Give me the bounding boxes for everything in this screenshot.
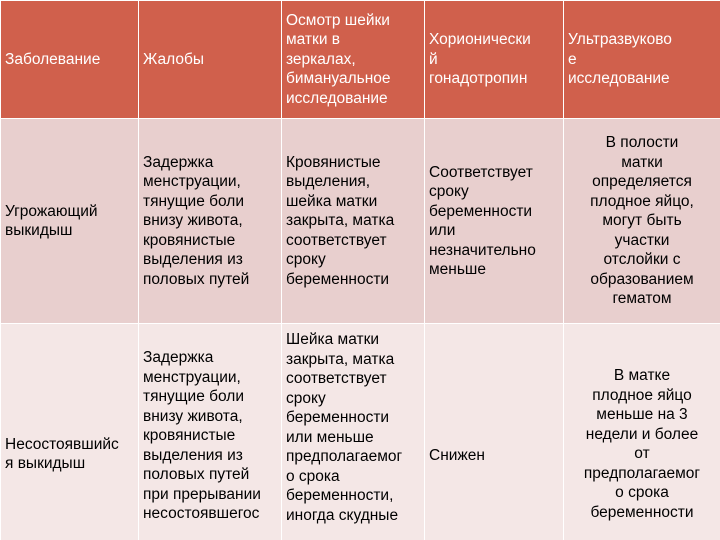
header-complaints: Жалобы bbox=[139, 1, 282, 119]
table-cell-exam: Кровянистые выделения, шейка матки закрыта, матка соответствует сроку беременности bbox=[282, 119, 425, 324]
table-row bbox=[1, 324, 720, 540]
header-ultrasound: Ультразвуково е исследование bbox=[564, 1, 720, 119]
table-cell-hcg: Снижен bbox=[425, 324, 564, 540]
table-cell-hcg: Соответствует сроку беременности или незначительно меньше bbox=[425, 119, 564, 324]
table-cell-complaints: Задержка менструации, тянущие боли внизу живота, кровянистые выделения из половых путей при прерывании несостоявшегос bbox=[139, 324, 282, 540]
table-cell-disease: Угрожающий выкидыш bbox=[1, 119, 139, 324]
table-cell-ultrasound: В матке плодное яйцо меньше на 3 недели и более от предполагаемог о срока беременности bbox=[564, 324, 720, 540]
header-disease: Заболевание bbox=[1, 1, 139, 119]
header-exam: Осмотр шейки матки в зеркалах, бимануальное исследование bbox=[282, 1, 425, 119]
table-header-row bbox=[1, 1, 720, 119]
header-hcg: Хорионически й гонадотропин bbox=[425, 1, 564, 119]
table-cell-ultrasound: В полости матки определяется плодное яйцо, могут быть участки отслойки с образованием гематом bbox=[564, 119, 720, 324]
table-row bbox=[1, 119, 720, 324]
table-cell-exam: Шейка матки закрыта, матка соответствует сроку беременности или меньше предполагаемог о срока беременности, иногда скудные bbox=[282, 324, 425, 540]
table-cell-disease: Несостоявшийс я выкидыш bbox=[1, 324, 139, 540]
table-cell-complaints: Задержка менструации, тянущие боли внизу живота, кровянистые выделения из половых путей bbox=[139, 119, 282, 324]
